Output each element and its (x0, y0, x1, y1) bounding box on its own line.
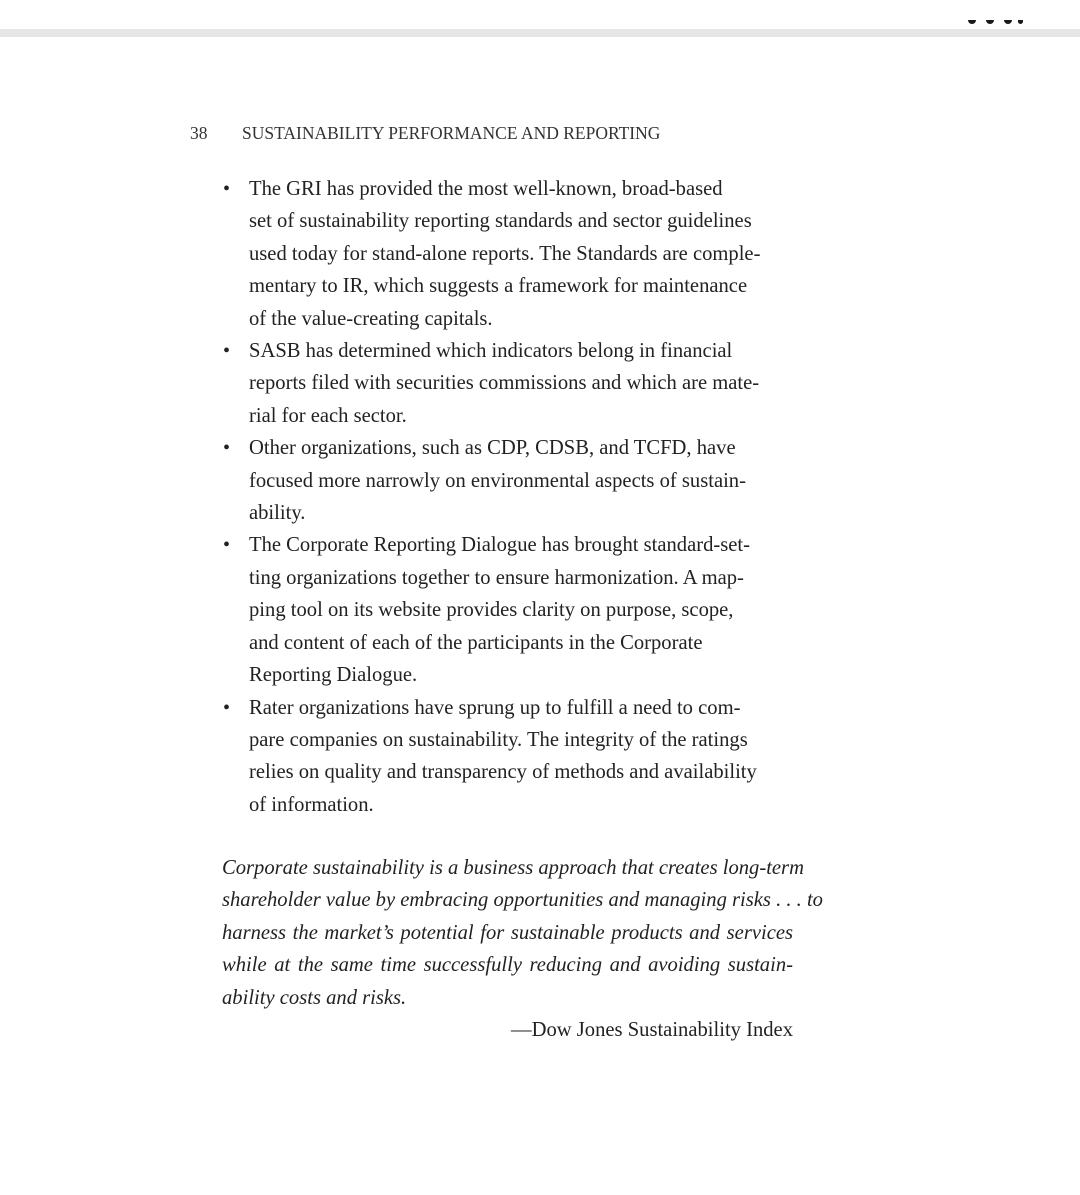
epigraph-quote (222, 852, 823, 1014)
text-line: reports filed with securities commissions and which are mate- (249, 372, 760, 395)
text-line: of the value-creating capitals. (249, 307, 493, 330)
text-line: The Corporate Reporting Dialogue has brought standard-set- (249, 534, 750, 557)
text-line: of information. (249, 793, 374, 816)
quote-line: while at the same time successfully reducing and avoiding sustain- (222, 954, 793, 977)
text-line: used today for stand-alone reports. The Standards are comple- (249, 242, 761, 265)
text-line: ability. (249, 502, 306, 525)
running-title: SUSTAINABILITY PERFORMANCE AND REPORTING (242, 123, 661, 143)
quote-line: Corporate sustainability is a business approach that creates long-term (222, 857, 804, 879)
bullet-item-corporate-reporting-dialogue (221, 529, 793, 691)
quote-attribution: —Dow Jones Sustainability Index (511, 1019, 793, 1041)
previous-page-text-fragment (960, 20, 1030, 44)
running-header (190, 123, 660, 144)
text-line: Rater organizations have sprung up to fulfill a need to com- (249, 696, 741, 719)
previous-page-edge (0, 29, 1080, 37)
text-line: Reporting Dialogue. (249, 664, 418, 687)
text-line: Other organizations, such as CDP, CDSB, and TCFD, have (249, 437, 736, 460)
text-line: relies on quality and transparency of methods and availability (249, 761, 757, 784)
bullet-icon: • (223, 437, 231, 460)
quote-line: harness the market’s potential for sustainable products and services (222, 921, 793, 944)
bullet-icon: • (223, 534, 231, 557)
bullet-list (221, 173, 793, 821)
text-line: focused more narrowly on environmental aspects of sustain- (249, 469, 746, 492)
page-number: 38 (190, 123, 208, 143)
bullet-item-gri (221, 173, 793, 335)
text-line: and content of each of the participants in the Corporate (249, 631, 703, 654)
bullet-icon: • (223, 696, 231, 719)
bullet-item-other-organizations (221, 432, 793, 529)
text-line: set of sustainability reporting standards and sector guidelines (249, 210, 752, 233)
text-line: The GRI has provided the most well-known, broad-based (249, 178, 723, 200)
text-line: SASB has determined which indicators belong in financial (249, 340, 733, 363)
quote-line: ability costs and risks. (222, 986, 407, 1009)
bullet-icon: • (223, 340, 231, 363)
quote-line: shareholder value by embracing opportunities and managing risks . . . to (222, 889, 823, 912)
bullet-icon: • (223, 178, 231, 200)
bullet-item-rater-organizations (221, 692, 793, 822)
text-line: ting organizations together to ensure harmonization. A map- (249, 566, 744, 589)
text-line: ping tool on its website provides clarity on purpose, scope, (249, 599, 734, 622)
bullet-item-sasb (221, 335, 793, 432)
text-line: pare companies on sustainability. The integrity of the ratings (249, 728, 748, 751)
text-line: mentary to IR, which suggests a framework for maintenance (249, 275, 748, 298)
text-line: rial for each sector. (249, 404, 407, 427)
